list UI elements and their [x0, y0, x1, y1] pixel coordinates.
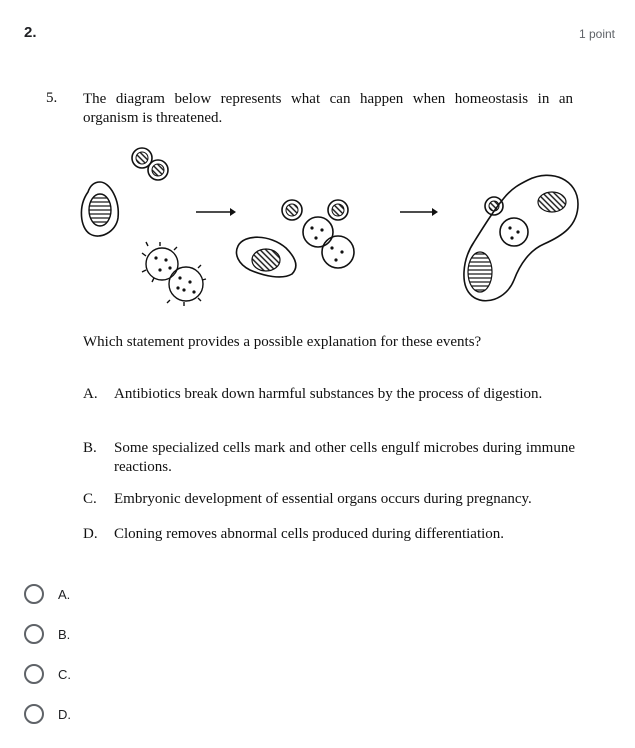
scan-option-a: [83, 385, 575, 404]
scan-question-number: 5.: [46, 90, 58, 106]
arrow-1: [196, 208, 236, 216]
white-cell-left: [81, 182, 118, 236]
radio-button-c[interactable]: [24, 664, 44, 684]
choice-b[interactable]: [24, 624, 70, 644]
scan-question-stem: The diagram below represents what can happen when homeostasis in an organism is threatened.: [83, 91, 573, 126]
marker-cells-top: [132, 148, 168, 180]
choice-label: B.: [58, 626, 71, 642]
scan-option-text: Antibiotics break down harmful substances by the process of digestion.: [114, 386, 543, 402]
scan-option-letter: C.: [83, 491, 97, 507]
scan-option-letter: A.: [83, 386, 98, 402]
radio-button-a[interactable]: [24, 584, 44, 604]
scan-option-b: [83, 439, 575, 477]
engulfing-cell-right: [464, 175, 578, 300]
choice-d[interactable]: [24, 704, 71, 724]
choice-label: A.: [58, 586, 71, 602]
choice-a[interactable]: [24, 584, 70, 604]
choice-c[interactable]: [24, 664, 71, 684]
scan-option-letter: D.: [83, 526, 98, 542]
radio-button-b[interactable]: [24, 624, 44, 644]
choice-label: D.: [58, 706, 71, 722]
radio-button-d[interactable]: [24, 704, 44, 724]
scan-option-text: Some specialized cells mark and other cells engulf microbes during immune reactions.: [114, 440, 575, 475]
scan-option-text: Cloning removes abnormal cells produced during differentiation.: [114, 526, 505, 542]
arrow-2: [400, 208, 438, 216]
question-number: 2.: [24, 24, 37, 41]
middle-group: [237, 200, 355, 277]
scan-option-text: Embryonic development of essential organs occurs during pregnancy.: [114, 491, 532, 507]
choice-label: C.: [58, 666, 71, 682]
scan-option-d: [83, 525, 575, 544]
homeostasis-diagram: [74, 140, 594, 325]
scan-question-prompt: Which statement provides a possible explanation for these events?: [83, 334, 482, 350]
question-image: [0, 60, 635, 560]
microbes-left: [142, 242, 206, 306]
scan-option-c: [83, 490, 575, 509]
scan-option-letter: B.: [83, 440, 97, 456]
question-points: 1 point: [578, 27, 615, 41]
